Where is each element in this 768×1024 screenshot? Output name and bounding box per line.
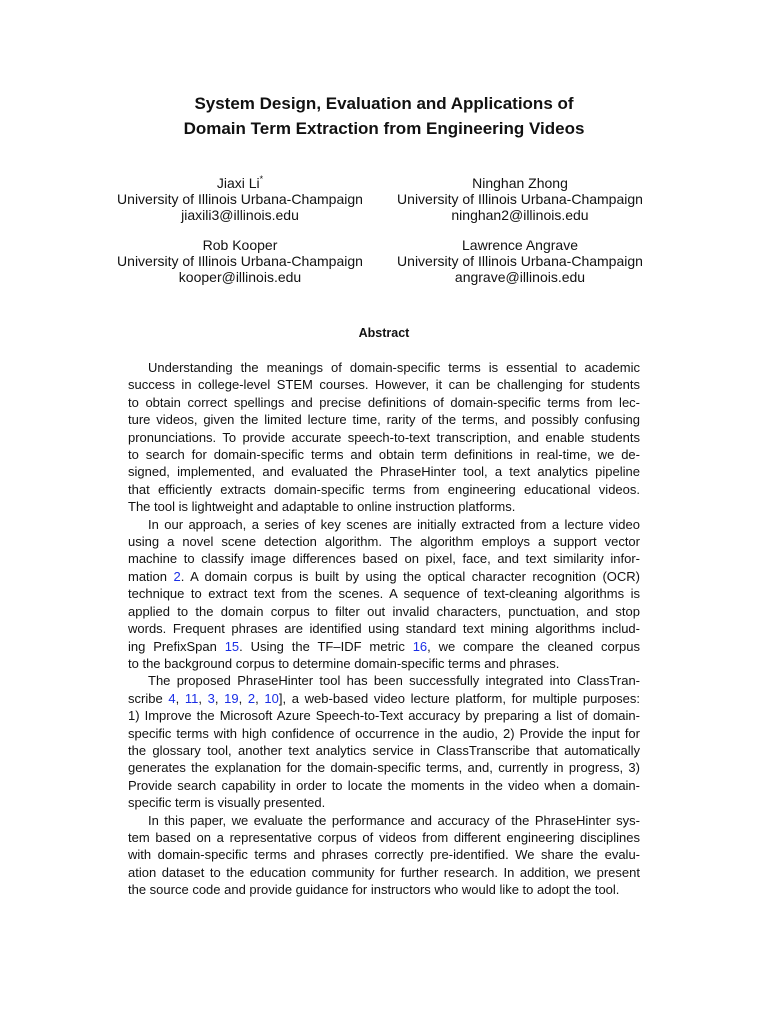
abstract-line: machine to classify image differences based on pixel, face, and text similarity infor- — [128, 551, 640, 567]
abstract-line: technique to extract text from the scenes. A sequence of text-cleaning algorithms is — [128, 586, 640, 602]
abstract-heading: Abstract — [358, 326, 410, 340]
citation-link[interactable]: 2 — [247, 690, 256, 706]
author-email: kooper@illinois.edu — [178, 269, 302, 285]
author-block — [100, 237, 380, 285]
abstract-line: mation 2. A domain corpus is built by using the optical character recognition (OCR) — [128, 568, 640, 584]
author-name: Ninghan Zhong — [472, 175, 568, 191]
abstract-paragraph — [128, 672, 640, 811]
citation-link[interactable]: 11 — [184, 690, 199, 706]
abstract-line: ation dataset to the education community for further research. In addition, we present — [128, 864, 640, 880]
author-affiliation: University of Illinois Urbana-Champaign — [117, 191, 363, 207]
author-footnote-mark: * — [259, 174, 264, 184]
author-email: angrave@illinois.edu — [454, 269, 586, 285]
abstract-line: with domain-specific terms and phrases correctly pre-identified. We share the evalu- — [128, 847, 640, 863]
abstract-line: scribe 4, 11, 3, 19, 2, 10], a web-based video lecture platform, for multiple purposes: — [128, 690, 640, 706]
abstract-line: Understanding the meanings of domain-specific terms is essential to academic — [148, 360, 640, 375]
abstract-line: the glossary tool, another text analytics service in ClassTranscribe that automatically — [128, 742, 640, 758]
abstract-line: that efficiently extracts domain-specific terms from engineering educational videos. — [128, 481, 640, 497]
abstract-line: specific term is visually presented. — [128, 795, 326, 811]
abstract-line: Provide search capability in order to locate the moments in the video when a domain- — [128, 777, 640, 793]
abstract-line: generates the explanation for the domain-specific terms, and, currently in progress, 3) — [128, 760, 640, 776]
author-affiliation: University of Illinois Urbana-Champaign — [117, 253, 363, 269]
abstract-line: In our approach, a series of key scenes are initially extracted from a lecture video — [148, 516, 640, 532]
abstract-paragraph — [128, 812, 640, 899]
abstract-line: ing PrefixSpan 15. Using the TF–IDF metric 16, we compare the cleaned corpus — [128, 638, 641, 654]
citation-link[interactable]: 15 — [224, 638, 240, 654]
abstract-line: tem based on a representative corpus of videos from different engineering disciplines — [128, 829, 640, 845]
abstract-line: the source code and provide guidance for instructors who would like to adopt the tool. — [128, 882, 620, 898]
abstract-body — [128, 359, 640, 899]
abstract-line: The proposed PhraseHinter tool has been successfully integrated into ClassTran- — [148, 673, 640, 689]
author-block — [100, 175, 380, 223]
abstract-line: using a novel scene detection algorithm. The algorithm employs a support vector — [128, 534, 640, 550]
abstract-line: to obtain correct spellings and precise definitions of domain-specific terms from lec- — [128, 394, 640, 410]
abstract-line: to search for domain-specific terms and obtain term definitions in real-time, we de- — [128, 447, 640, 463]
abstract-line: to the background corpus to determine domain-specific terms and phrases. — [128, 655, 560, 671]
citation-link[interactable]: 2 — [173, 568, 181, 584]
citation-link[interactable]: 3 — [207, 690, 215, 706]
abstract-line: ture videos, given the limited lecture time, rarity of the terms, and possibly confusing — [128, 412, 640, 428]
abstract-line: words. Frequent phrases are identified using standard text mining algorithms includ- — [128, 621, 640, 637]
citation-link[interactable]: 16 — [412, 638, 428, 654]
author-email: jiaxili3@illinois.edu — [181, 207, 299, 223]
title-line-1: System Design, Evaluation and Applications of — [194, 94, 574, 113]
title-line-2: Domain Term Extraction from Engineering Videos — [183, 119, 585, 138]
author-name: Lawrence Angrave — [462, 237, 578, 253]
author-email: ninghan2@illinois.edu — [451, 207, 589, 223]
abstract-line: specific terms with high confidence of occurrence in the audio, 2) Provide the input for — [128, 725, 640, 741]
author-block — [380, 237, 660, 285]
abstract-line: In this paper, we evaluate the performance and accuracy of the PhraseHinter sys- — [148, 812, 640, 828]
abstract-line: The tool is lightweight and adaptable to online instruction platforms. — [128, 499, 516, 515]
author-name: Rob Kooper — [202, 237, 278, 253]
citation-link[interactable]: 10 — [264, 690, 279, 706]
abstract-line: signed, implemented, and evaluated the PhraseHinter tool, a text analytics pipeline — [128, 464, 640, 480]
abstract-paragraph — [128, 516, 640, 673]
abstract-line: 1) Improve the Microsoft Azure Speech-to-Text accuracy by preparing a list of domain- — [128, 708, 640, 724]
author-affiliation: University of Illinois Urbana-Champaign — [397, 253, 643, 269]
author-affiliation: University of Illinois Urbana-Champaign — [397, 191, 643, 207]
citation-link[interactable]: 19 — [224, 690, 239, 706]
abstract-line: success in college-level STEM courses. However, it can be challenging for students — [128, 377, 640, 393]
citation-link[interactable]: 4 — [168, 690, 176, 706]
abstract-line: pronunciations. To provide accurate speech-to-text transcription, and enable students — [128, 429, 640, 445]
author-block — [380, 175, 660, 223]
abstract-line: applied to the domain corpus to filter out invalid characters, punctuation, and stop — [128, 603, 640, 619]
author-name: Jiaxi Li — [216, 175, 260, 191]
abstract-paragraph — [128, 359, 640, 516]
paper-title — [0, 91, 768, 141]
